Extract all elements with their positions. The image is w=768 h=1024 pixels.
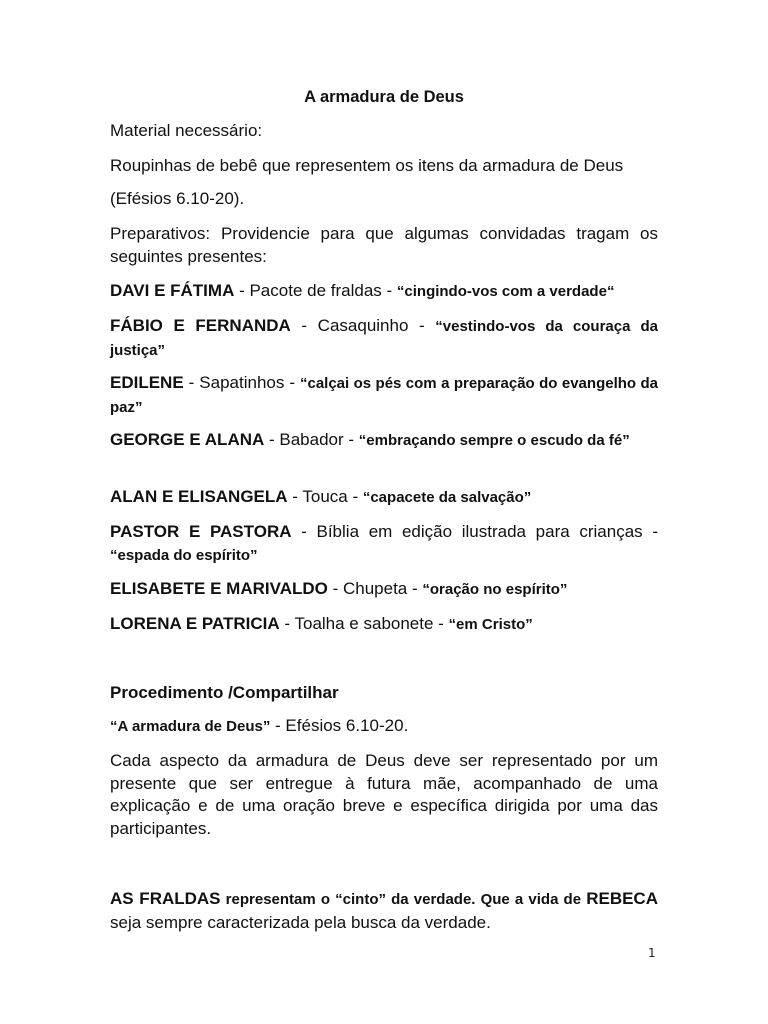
gift-description: - Sapatinhos - <box>183 373 300 392</box>
material-text: Roupinhas de bebê que representem os itens da armadura de Deus <box>110 156 624 175</box>
gift-quote: “vestindo-vos da couraça da justiça” <box>110 318 658 359</box>
gift-item <box>110 486 658 510</box>
gift-description: - Babador - <box>264 430 359 449</box>
fraldas-text-end: seja sempre caracterizada pela busca da verdade. <box>110 912 491 932</box>
gift-names: ELISABETE E MARIVALDO <box>110 579 328 598</box>
procedimento-ref: - Efésios 6.10-20. <box>270 716 409 735</box>
gift-item <box>110 429 658 453</box>
gift-item <box>110 578 658 602</box>
fraldas-text: representam o “cinto” da verdade. Que a vida de <box>220 891 587 908</box>
gift-names: EDILENE <box>110 373 184 392</box>
gift-item <box>110 521 658 567</box>
gift-quote: “calçai os pés com a preparação do evangelho da paz” <box>110 375 658 416</box>
gift-names: DAVI E FÁTIMA <box>110 281 235 300</box>
gift-item <box>110 315 658 362</box>
fraldas-lead: AS FRALDAS <box>110 889 221 908</box>
gift-description: - Pacote de fraldas - <box>234 281 397 300</box>
gift-quote: “espada do espírito” <box>110 546 258 564</box>
gift-description: - Toalha e sabonete - <box>279 614 449 633</box>
procedimento-reference <box>110 715 658 739</box>
gift-description: - Touca - <box>287 487 363 506</box>
procedimento-text: Cada aspecto da armadura de Deus deve ser representado por um presente que ser entregue à futura mãe, acompanhado de uma explicação e de uma oração breve e específica dirigida por uma das participantes. <box>110 751 658 838</box>
gift-quote: “oração no espírito” <box>422 581 568 598</box>
gift-item <box>110 280 658 304</box>
procedimento-quote: “A armadura de Deus” <box>110 718 271 735</box>
preparativos-text: Preparativos: Providencie para que algumas convidadas tragam os seguintes presentes: <box>110 224 658 266</box>
gift-quote: “cingindo-vos com a verdade“ <box>396 283 615 300</box>
gift-names: ALAN E ELISANGELA <box>110 487 288 506</box>
gift-quote: “embraçando sempre o escudo da fé” <box>358 432 630 449</box>
gift-names: GEORGE E ALANA <box>110 430 265 449</box>
gift-quote: “em Cristo” <box>448 616 533 633</box>
gift-names: LORENA E PATRICIA <box>110 614 280 633</box>
page-number: 1 <box>648 946 656 960</box>
gift-description: - Bíblia em edição ilustrada para crianças - <box>291 522 658 541</box>
gift-names: PASTOR E PASTORA <box>110 522 292 541</box>
procedimento-heading: Procedimento /Compartilhar <box>110 683 339 702</box>
gift-names: FÁBIO E FERNANDA <box>110 316 291 335</box>
material-reference: (Efésios 6.10-20). <box>110 189 245 208</box>
gift-quote: “capacete da salvação” <box>362 489 532 506</box>
gift-description: - Casaquinho - <box>290 316 436 335</box>
fraldas-paragraph <box>110 888 658 934</box>
gift-description: - Chupeta - <box>327 579 423 598</box>
gift-item <box>110 372 658 419</box>
material-label: Material necessário: <box>110 121 263 140</box>
gift-item <box>110 613 658 637</box>
document-title: A armadura de Deus <box>304 88 464 106</box>
fraldas-name: REBECA <box>586 889 658 908</box>
